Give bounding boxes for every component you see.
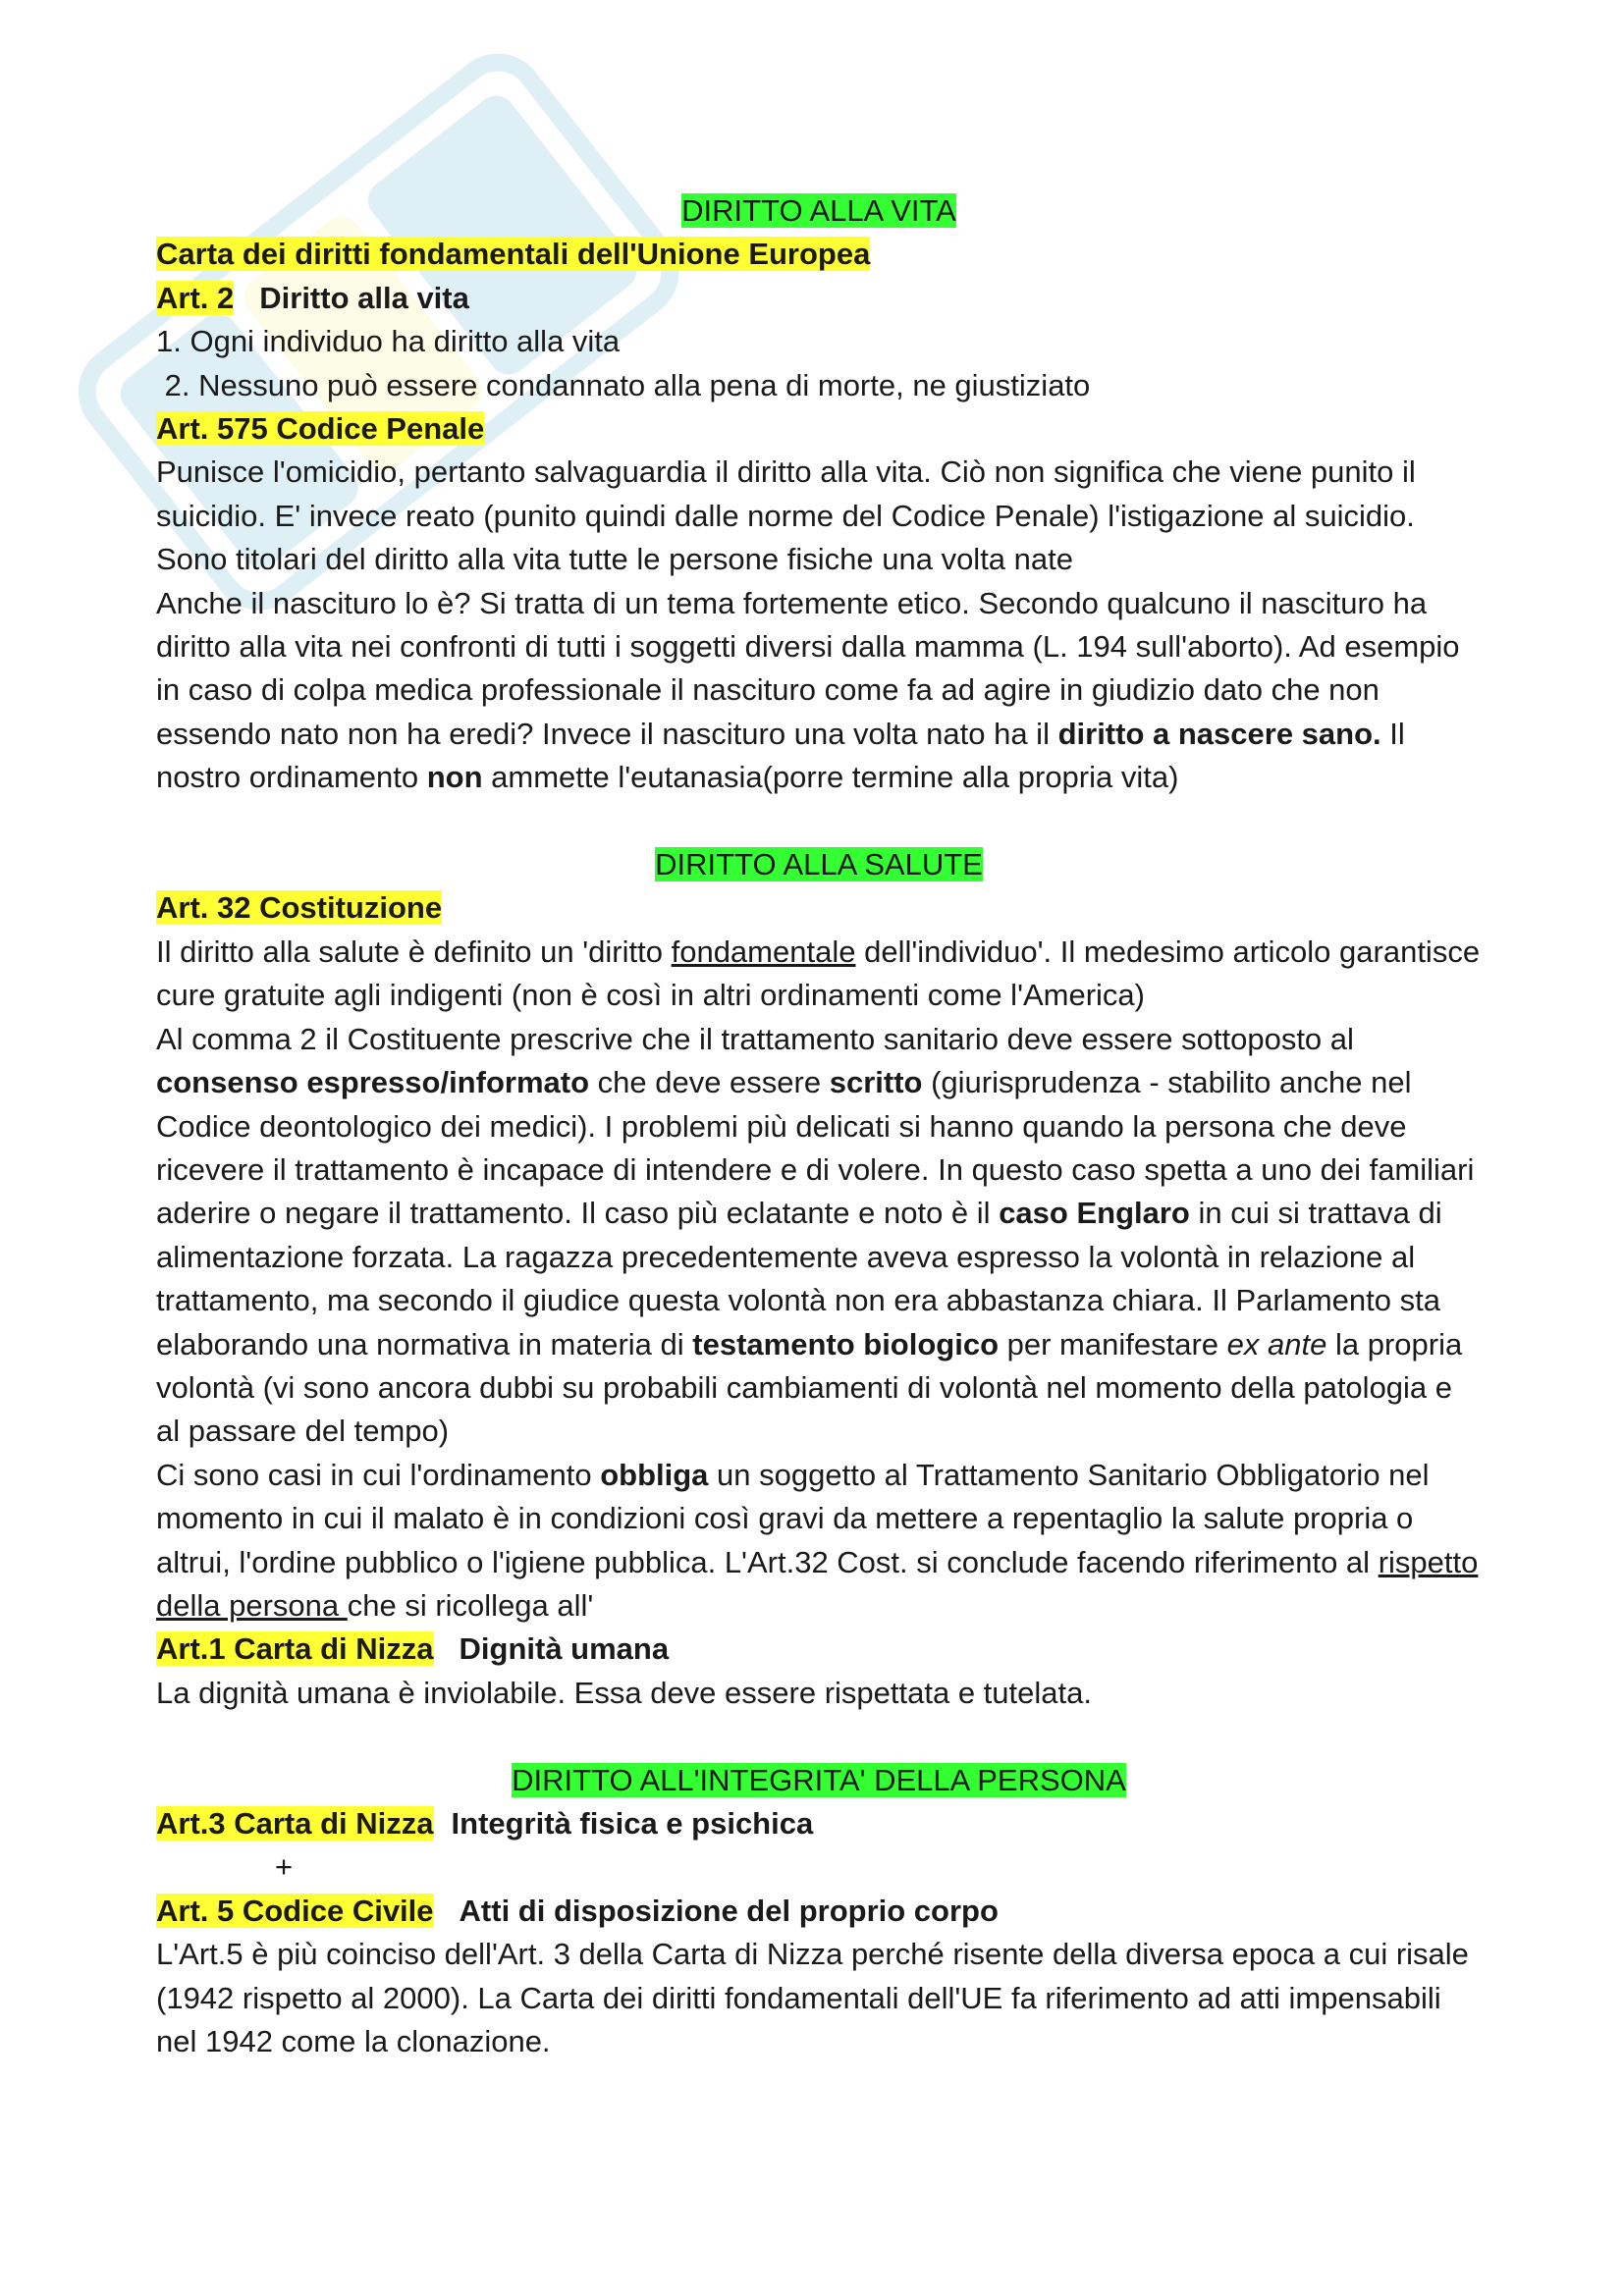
art2-label: Art. 2 [156,280,235,315]
vita-paragraph-1: Punisce l'omicidio, pertanto salvaguardia il diritto alla vita. Ciò non significa che viene punito il suicidio. E' invece reato (punito quindi dalle norme del Codice Penale) l'istigazione al suicidio. [156,454,1416,533]
salute-paragraph-4: La dignità umana è inviolabile. Essa deve essere rispettata e tutelata. [156,1675,1092,1710]
vita-paragraph-2: Sono titolari del diritto alla vita tutte le persone fisiche una volta nate [156,542,1073,577]
vita-paragraph-3: Anche il nascituro lo è? Si tratta di un tema fortemente etico. Secondo qualcuno il nascituro ha diritto alla vita nei confronti di tutti i soggetti diversi dalla mamma (L. 194 sull'aborto). Ad esempio in caso di colpa medica professionale il nascituro come fa ad agire in giudizio dato che non essendo nato non ha eredi? Invece il nascituro una volta nato ha il diritto a nascere sano. Il nostro ordinamento non ammette l'eutanasia(porre termine alla propria vita) [156,585,1460,795]
art5-heading [156,1890,1482,1933]
art2-item-2: 2. Nessuno può essere condannato alla pena di morte, ne giustiziato [156,367,1091,402]
art3-title: Integrità fisica e psichica [451,1806,814,1841]
salute-paragraph-3: Ci sono casi in cui l'ordinamento obbliga un soggetto al Trattamento Sanitario Obbligatorio nel momento in cui il malato è in condizioni così gravi da mettere a repentaglio la salute propria o altrui, l'ordine pubblico o l'igiene pubblica. L'Art.32 Cost. si conclude facendo riferimento al rispetto della persona che si ricollega all' [156,1457,1479,1623]
plus-sign: + [275,1849,294,1885]
art5-label: Art. 5 Codice Civile [156,1893,434,1928]
carta-heading: Carta dei diritti fondamentali dell'Unione Europea [156,237,871,272]
art5-title: Atti di disposizione del proprio corpo [459,1893,999,1928]
art2-heading [156,277,1482,320]
art1-label: Art.1 Carta di Nizza [156,1631,434,1667]
art1-heading [156,1628,1482,1671]
salute-paragraph-2: Al comma 2 il Costituente prescrive che il trattamento sanitario deve essere sottoposto al consenso espresso/informato che deve essere scritto (giurisprudenza - stabilito anche nel Codice deontologico dei medici). I problemi più delicati si hanno quando la persona che deve ricevere il trattamento è incapace di intendere e di volere. In questo caso spetta a uno dei familiari aderire o negare il trattamento. Il caso più eclatante e noto è il caso Englaro in cui si trattava di alimentazione forzata. La ragazza precedentemente aveva espresso la volontà in relazione al trattamento, ma secondo il giudice questa volontà non era abbastanza chiara. Il Parlamento sta elaborando una normativa in materia di testamento biologico per manifestare ex ante la propria volontà (vi sono ancora dubbi su probabili cambiamenti di volontà nel momento della patologia e al passare del tempo) [156,1021,1475,1449]
salute-paragraph-1: Il diritto alla salute è definito un 'diritto fondamentale dell'individuo'. Il medesimo articolo garantisce cure gratuite agli indigenti (non è così in altri ordinamenti come l'America) [156,934,1481,1013]
section-title-integrita: DIRITTO ALL'INTEGRITA' DELLA PERSONA [512,1762,1126,1797]
art3-label: Art.3 Carta di Nizza [156,1806,434,1841]
art1-title: Dignità umana [459,1631,670,1667]
art2-item-1: 1. Ogni individuo ha diritto alla vita [156,324,621,359]
art3-heading [156,1802,1482,1845]
art2-title: Diritto alla vita [259,280,469,315]
art32-heading: Art. 32 Costituzione [156,890,443,926]
document-page [156,189,1482,2063]
section-title-salute: DIRITTO ALLA SALUTE [655,847,983,882]
art575-heading: Art. 575 Codice Penale [156,411,485,447]
section-title-vita: DIRITTO ALLA VITA [681,193,956,228]
integrita-paragraph-1: L'Art.5 è più coinciso dell'Art. 3 della Carta di Nizza perché risente della diversa epoca a cui risale (1942 rispetto al 2000). La Carta dei diritti fondamentali dell'UE fa riferimento ad atti impensabili nel 1942 come la clonazione. [156,1937,1469,2059]
